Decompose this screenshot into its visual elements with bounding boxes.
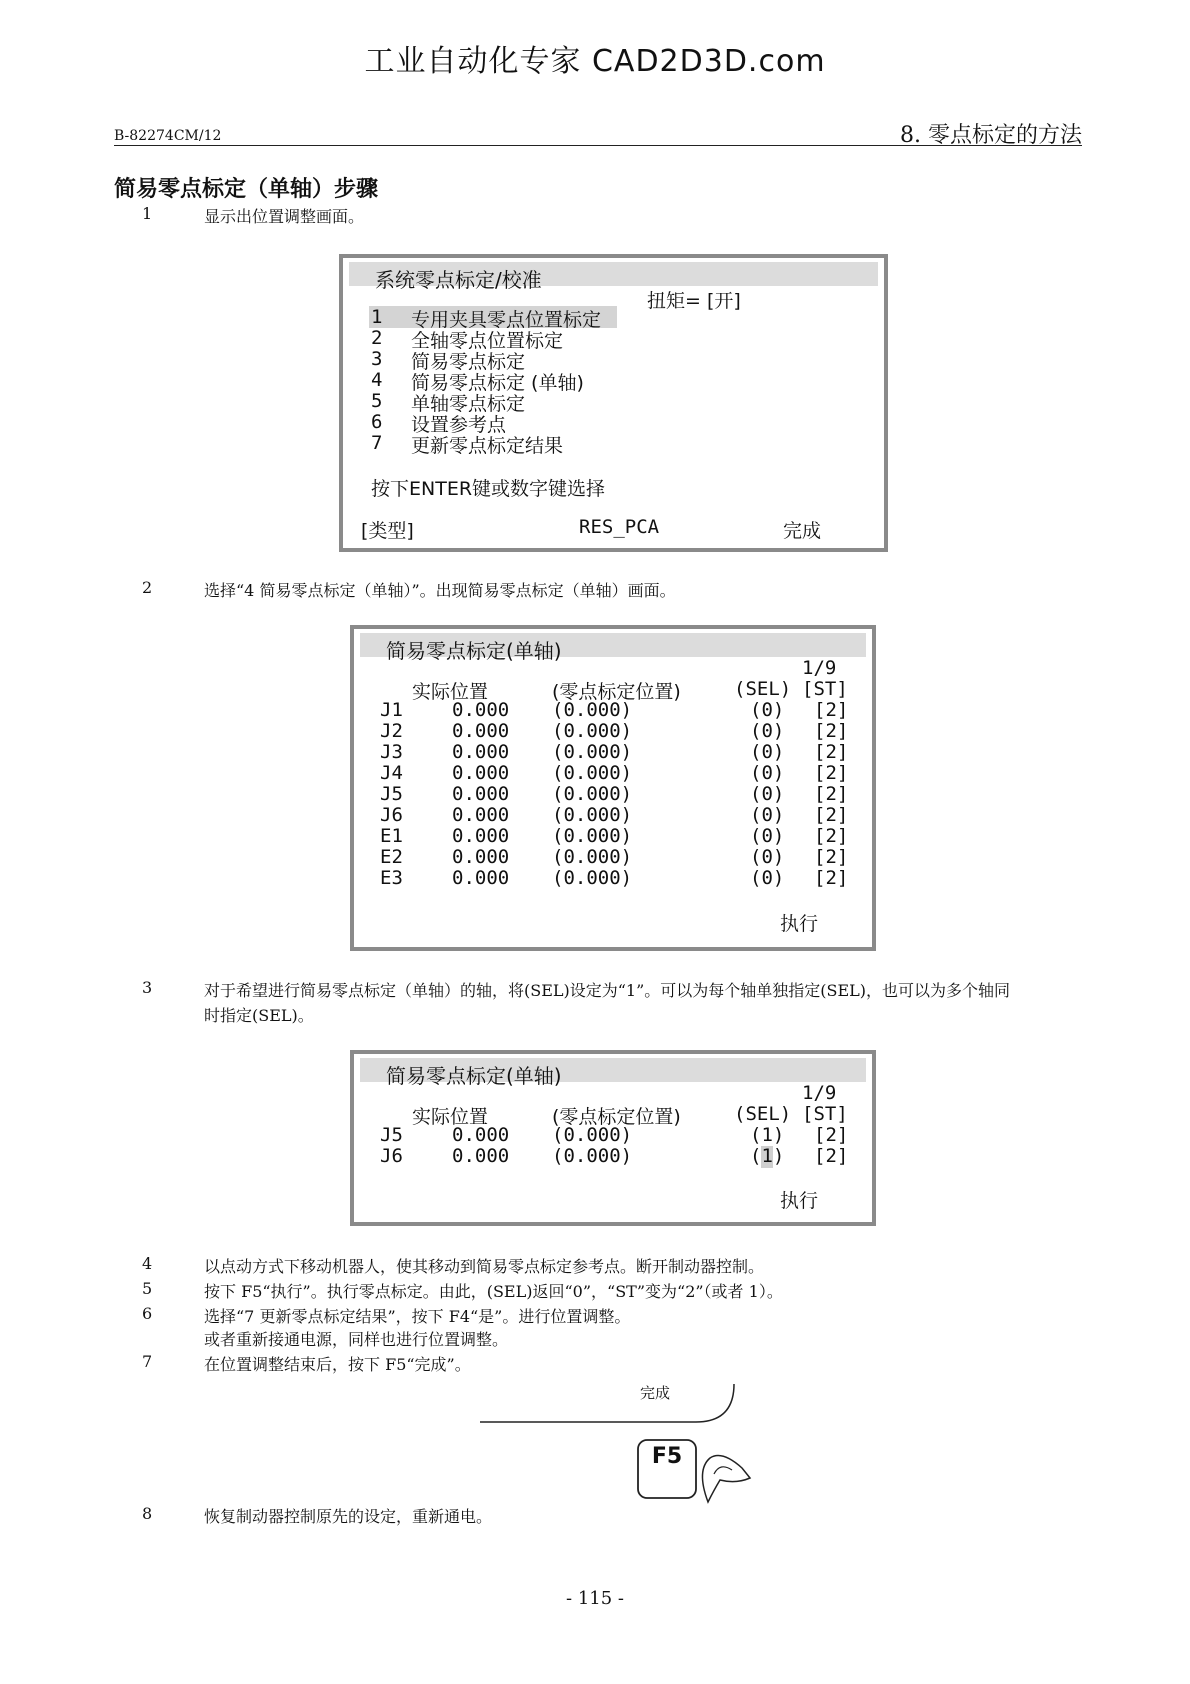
axis-label: E2 (380, 846, 403, 868)
menu-item-5-num: 5 (371, 390, 383, 412)
column-st: [ST] (802, 678, 848, 700)
sel-value[interactable]: (0) (750, 867, 785, 889)
column-sel: (SEL) (734, 678, 792, 700)
st-value: [2] (814, 825, 849, 847)
step-number: 7 (142, 1352, 153, 1371)
screen-titlebar (349, 262, 878, 292)
axis-label: J2 (380, 720, 403, 742)
step-text-line-2: 时指定(SEL)。 (204, 1006, 314, 1025)
axis-label: J5 (380, 783, 403, 805)
teach-pendant-screen-menu (339, 254, 888, 552)
axis-label: J6 (380, 1145, 403, 1167)
actual-value: 0.000 (452, 867, 510, 889)
screen-titlebar (360, 633, 866, 663)
column-actual-position: 实际位置 (412, 681, 489, 703)
menu-item-3-num: 3 (371, 348, 383, 370)
mastering-value: (0.000) (552, 741, 633, 763)
step-text: 按下 F5“执行”。执行零点标定。由此，(SEL)返回“0”，“ST”变为“2”（或者 1）。 (204, 1282, 783, 1301)
step-number: 6 (142, 1304, 153, 1323)
mastering-value: (0.000) (552, 846, 633, 868)
st-value: [2] (814, 804, 849, 826)
menu-item-3[interactable]: 简易零点标定 (411, 351, 526, 373)
screen-title: 简易零点标定(单轴) (386, 1064, 562, 1088)
st-value: [2] (814, 846, 849, 868)
axis-label: J3 (380, 741, 403, 763)
torque-status: 扭矩= [开] (647, 290, 741, 312)
step-text-line-1: 选择“7 更新零点标定结果”，按下 F4“是”。进行位置调整。 (204, 1307, 631, 1326)
st-value: [2] (814, 1145, 849, 1167)
actual-value: 0.000 (452, 720, 510, 742)
sel-value[interactable]: (0) (750, 720, 785, 742)
step-text-line-1: 对于希望进行简易零点标定（单轴）的轴，将(SEL)设定为“1”。可以为每个轴单独指定(SEL)，也可以为多个轴同 (204, 981, 1011, 1000)
teach-pendant-screen-sel-set (350, 1050, 876, 1226)
column-mastering-position: (零点标定位置) (552, 1106, 681, 1128)
softkey-execute[interactable]: 执行 (780, 1190, 819, 1212)
column-st: [ST] (802, 1103, 848, 1125)
f5-key-label: F5 (651, 1444, 683, 1469)
step-text: 显示出位置调整画面。 (204, 207, 365, 226)
sel-value[interactable]: (0) (750, 699, 785, 721)
fingernail-icon (714, 1467, 732, 1474)
column-mastering-position: (零点标定位置) (552, 681, 681, 703)
sel-value[interactable]: (0) (750, 825, 785, 847)
menu-item-2-num: 2 (371, 327, 383, 349)
sel-value[interactable]: (0) (750, 846, 785, 868)
actual-value: 0.000 (452, 846, 510, 868)
menu-item-7-num: 7 (371, 432, 383, 454)
actual-value: 0.000 (452, 762, 510, 784)
sel-value[interactable]: (1) (750, 1124, 785, 1146)
mastering-value: (0.000) (552, 762, 633, 784)
softkey-outline (480, 1384, 734, 1422)
softkey-done-label: 完成 (640, 1384, 671, 1402)
column-actual-position: 实际位置 (412, 1106, 489, 1128)
mastering-value: (0.000) (552, 783, 633, 805)
step-text: 以点动方式下移动机器人，使其移动到简易零点标定参考点。断开制动器控制。 (204, 1257, 765, 1276)
axis-label: J1 (380, 699, 403, 721)
axis-label: J6 (380, 804, 403, 826)
menu-item-6[interactable]: 设置参考点 (411, 414, 507, 436)
menu-item-4-num: 4 (371, 369, 383, 391)
menu-item-5[interactable]: 单轴零点标定 (411, 393, 526, 415)
axis-label: E3 (380, 867, 403, 889)
softkey-execute[interactable]: 执行 (780, 913, 819, 935)
step-number: 2 (142, 578, 153, 597)
section-title: 简易零点标定（单轴）步骤 (114, 177, 379, 202)
sel-value[interactable]: (1) (750, 1145, 785, 1167)
step-text-line-2: 或者重新接通电源，同样也进行位置调整。 (204, 1330, 509, 1349)
actual-value: 0.000 (452, 783, 510, 805)
menu-item-1-label: 专用夹具零点位置标定 (411, 309, 602, 331)
mastering-value: (0.000) (552, 804, 633, 826)
menu-item-6-num: 6 (371, 411, 383, 433)
step-number: 1 (142, 204, 153, 223)
st-value: [2] (814, 741, 849, 763)
f5-keypress-illustration (470, 1380, 770, 1510)
axis-label: E1 (380, 825, 403, 847)
sel-value[interactable]: (0) (750, 804, 785, 826)
page-number: - 115 - (566, 1588, 624, 1609)
watermark-text: 工业自动化专家 CAD2D3D.com (364, 44, 826, 79)
actual-value: 0.000 (452, 825, 510, 847)
actual-value: 0.000 (452, 699, 510, 721)
st-value: [2] (814, 720, 849, 742)
mastering-value: (0.000) (552, 1124, 633, 1146)
menu-item-1-num: 1 (371, 306, 383, 328)
teach-pendant-screen-single-axis (350, 625, 876, 951)
column-sel: (SEL) (734, 1103, 792, 1125)
mastering-value: (0.000) (552, 720, 633, 742)
step-number: 5 (142, 1279, 153, 1298)
sel-value[interactable]: (0) (750, 783, 785, 805)
screen-titlebar (360, 1058, 866, 1088)
mastering-value: (0.000) (552, 825, 633, 847)
document-code: B-82274CM/12 (114, 128, 222, 144)
st-value: [2] (814, 783, 849, 805)
actual-value: 0.000 (452, 804, 510, 826)
page-indicator: 1/9 (802, 657, 837, 679)
st-value: [2] (814, 1124, 849, 1146)
chapter-title: 8. 零点标定的方法 (900, 123, 1082, 148)
step-number: 4 (142, 1254, 153, 1273)
selection-prompt: 按下ENTER键或数字键选择 (371, 478, 606, 500)
mastering-value: (0.000) (552, 1145, 633, 1167)
sel-value[interactable]: (0) (750, 741, 785, 763)
softkey-done[interactable]: 完成 (783, 520, 822, 542)
st-value: [2] (814, 762, 849, 784)
mastering-value: (0.000) (552, 867, 633, 889)
page-indicator: 1/9 (802, 1082, 837, 1104)
header-rule (114, 145, 1082, 146)
softkey-type[interactable]: [类型] (361, 520, 414, 542)
axis-label: J4 (380, 762, 403, 784)
step-text: 选择“4 简易零点标定（单轴）”。出现简易零点标定（单轴）画面。 (204, 581, 676, 600)
step-text: 在位置调整结束后，按下 F5“完成”。 (204, 1355, 471, 1374)
step-number: 8 (142, 1504, 153, 1523)
mastering-value: (0.000) (552, 699, 633, 721)
st-value: [2] (814, 699, 849, 721)
screen-title: 简易零点标定(单轴) (386, 639, 562, 663)
actual-value: 0.000 (452, 1124, 510, 1146)
step-text: 恢复制动器控制原先的设定，重新通电。 (204, 1507, 493, 1526)
menu-item-4[interactable]: 简易零点标定 (单轴) (411, 372, 584, 394)
menu-item-7[interactable]: 更新零点标定结果 (411, 435, 564, 457)
step-number: 3 (142, 978, 153, 997)
actual-value: 0.000 (452, 1145, 510, 1167)
finger-icon (702, 1456, 750, 1502)
actual-value: 0.000 (452, 741, 510, 763)
st-value: [2] (814, 867, 849, 889)
menu-item-2[interactable]: 全轴零点位置标定 (411, 330, 564, 352)
sel-value[interactable]: (0) (750, 762, 785, 784)
axis-label: J5 (380, 1124, 403, 1146)
softkey-res-pca[interactable]: RES_PCA (579, 516, 660, 538)
screen-title: 系统零点标定/校准 (375, 268, 542, 292)
